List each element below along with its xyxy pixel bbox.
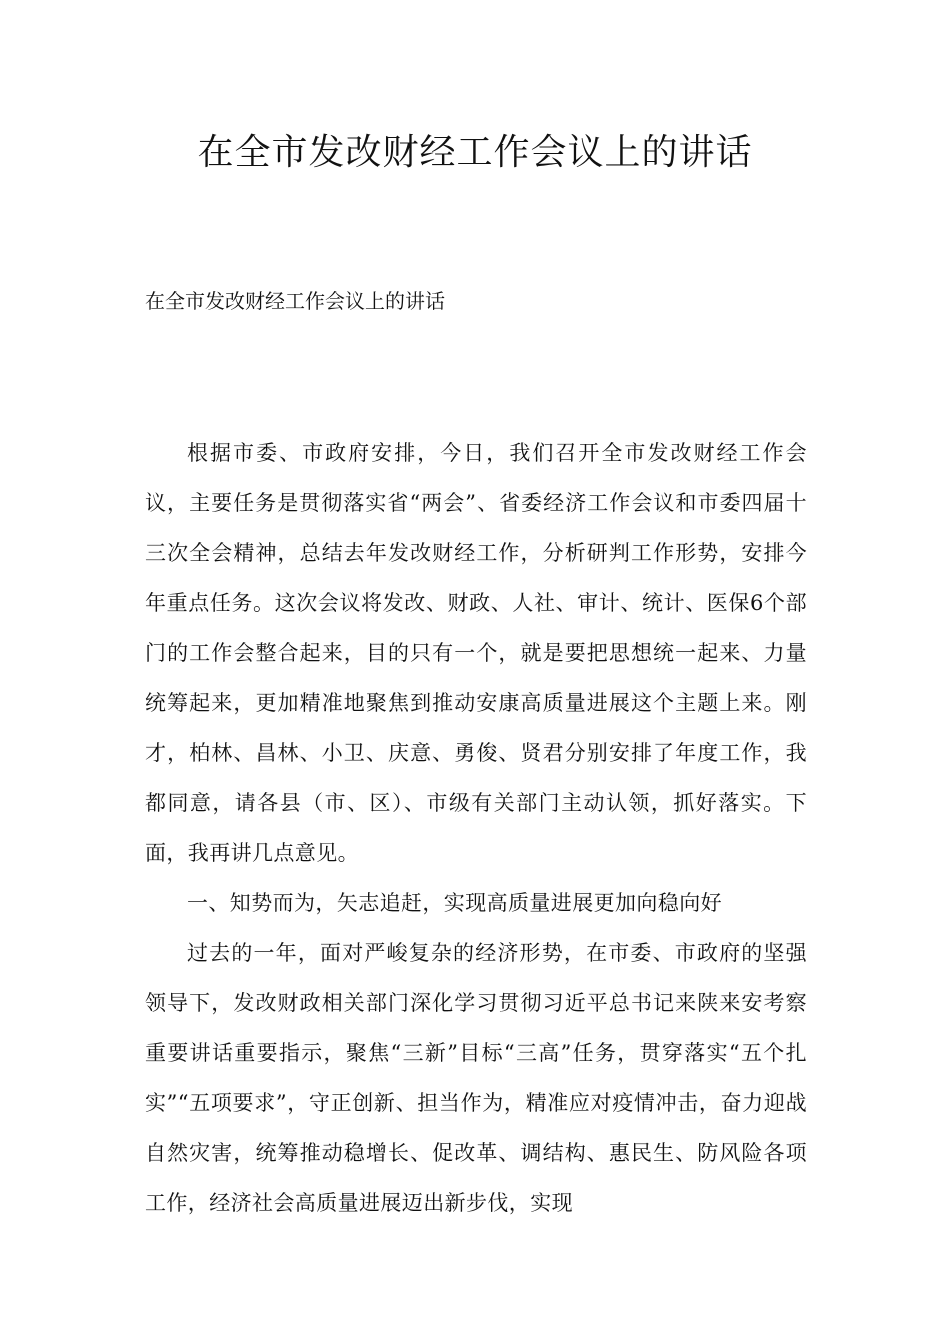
- paragraph-review: 过去的一年，面对严峻复杂的经济形势，在市委、市政府的坚强领导下，发改财政相关部门深化学习贯彻习近平总书记来陕来安考察重要讲话重要指示，聚焦“三新”目标“三高”任务，贯穿落实“五个扎实”“五项要求”，守正创新、担当作为，精准应对疫情冲击，奋力迎战自然灾害，统筹推动稳增长、促改革、调结构、惠民生、防风险各项工作，经济社会高质量进展迈出新步伐，实现: [145, 941, 807, 1215]
- document-title: 在全市发改财经工作会议上的讲话: [197, 132, 753, 173]
- document-subtitle: 在全市发改财经工作会议上的讲话: [145, 289, 445, 313]
- document-body: [145, 428, 807, 1228]
- paragraph-intro: 根据市委、市政府安排，今日，我们召开全市发改财经工作会议，主要任务是贯彻落实省“两会”、省委经济工作会议和市委四届十三次全会精神，总结去年发改财经工作，分析研判工作形势，安排今年重点任务。这次会议将发改、财政、人社、审计、统计、医保6个部门的工作会整合起来，目的只有一个，就是要把思想统一起来、力量统筹起来，更加精准地聚焦到推动安康高质量进展这个主题上来。刚才，柏林、昌林、小卫、庆意、勇俊、贤君分别安排了年度工作，我都同意，请各县（市、区）、市级有关部门主动认领，抓好落实。下面，我再讲几点意见。: [145, 441, 807, 865]
- section-heading-1: 一、知势而为，矢志追赶，实现高质量进展更加向稳向好: [187, 891, 722, 915]
